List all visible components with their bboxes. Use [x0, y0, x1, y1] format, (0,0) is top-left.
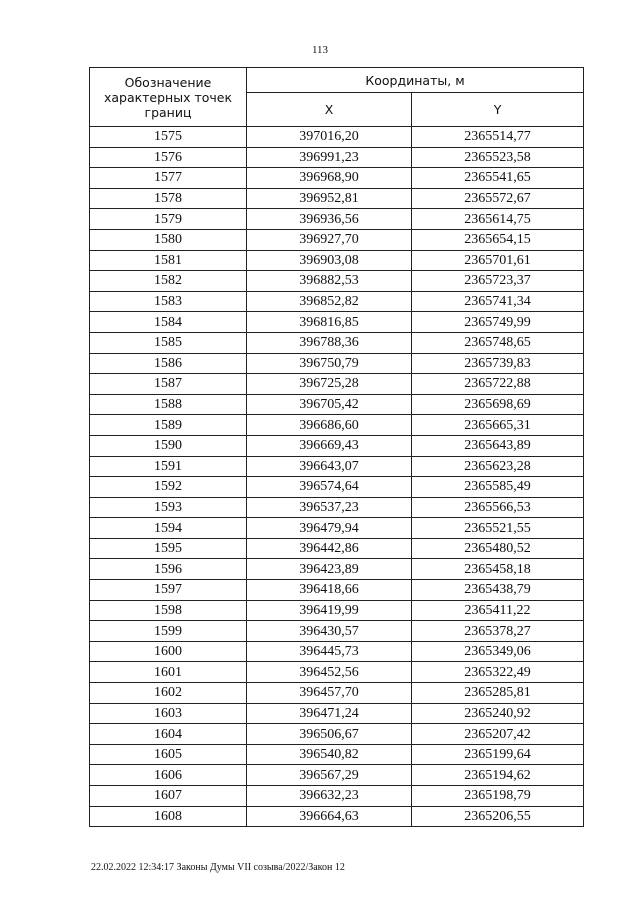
point-id-cell: 1606: [90, 765, 247, 786]
x-coordinate-cell: 396903,08: [247, 250, 412, 271]
x-coordinate-cell: 396574,64: [247, 477, 412, 498]
x-coordinate-cell: 396506,67: [247, 724, 412, 745]
point-id-cell: 1584: [90, 312, 247, 333]
point-id-cell: 1594: [90, 518, 247, 539]
point-id-cell: 1601: [90, 662, 247, 683]
y-coordinate-cell: 2365438,79: [412, 580, 584, 601]
y-coordinate-cell: 2365523,58: [412, 147, 584, 168]
x-coordinate-cell: 396705,42: [247, 394, 412, 415]
y-coordinate-cell: 2365194,62: [412, 765, 584, 786]
table-row: [90, 374, 584, 395]
point-id-cell: 1597: [90, 580, 247, 601]
x-coordinate-cell: 396457,70: [247, 683, 412, 704]
y-coordinate-cell: 2365378,27: [412, 621, 584, 642]
table-row: [90, 559, 584, 580]
x-column-header: X: [247, 93, 412, 127]
x-coordinate-cell: 396882,53: [247, 271, 412, 292]
x-coordinate-cell: 396968,90: [247, 168, 412, 189]
table-row: [90, 600, 584, 621]
table-row: [90, 127, 584, 148]
table-row: [90, 456, 584, 477]
point-id-cell: 1579: [90, 209, 247, 230]
y-coordinate-cell: 2365572,67: [412, 188, 584, 209]
point-id-cell: 1585: [90, 332, 247, 353]
y-coordinate-cell: 2365665,31: [412, 415, 584, 436]
point-id-cell: 1607: [90, 786, 247, 807]
table-row: [90, 538, 584, 559]
x-coordinate-cell: 396452,56: [247, 662, 412, 683]
y-coordinate-cell: 2365701,61: [412, 250, 584, 271]
y-coordinate-cell: 2365349,06: [412, 641, 584, 662]
y-coordinate-cell: 2365722,88: [412, 374, 584, 395]
point-id-cell: 1577: [90, 168, 247, 189]
point-id-cell: 1604: [90, 724, 247, 745]
point-id-cell: 1588: [90, 394, 247, 415]
y-coordinate-cell: 2365458,18: [412, 559, 584, 580]
point-id-cell: 1575: [90, 127, 247, 148]
x-coordinate-cell: 396632,23: [247, 786, 412, 807]
point-id-cell: 1608: [90, 806, 247, 827]
y-coordinate-cell: 2365748,65: [412, 332, 584, 353]
y-coordinate-cell: 2365240,92: [412, 703, 584, 724]
point-label-line2: характерных точек: [103, 89, 233, 105]
y-coordinate-cell: 2365741,34: [412, 291, 584, 312]
table-row: [90, 744, 584, 765]
table-row: [90, 332, 584, 353]
y-coordinate-cell: 2365285,81: [412, 683, 584, 704]
point-id-cell: 1580: [90, 229, 247, 250]
x-coordinate-cell: 396952,81: [247, 188, 412, 209]
table-row: [90, 497, 584, 518]
point-id-cell: 1582: [90, 271, 247, 292]
point-label-line1: Обозначение: [124, 74, 212, 90]
coordinates-title-header: Координаты, м: [247, 68, 584, 93]
point-id-cell: 1595: [90, 538, 247, 559]
x-coordinate-cell: 396669,43: [247, 435, 412, 456]
x-coordinate-cell: 396643,07: [247, 456, 412, 477]
y-column-header: Y: [412, 93, 584, 127]
table-row: [90, 312, 584, 333]
table-row: [90, 683, 584, 704]
point-id-cell: 1578: [90, 188, 247, 209]
table-row: [90, 641, 584, 662]
table-row: [90, 477, 584, 498]
table-row: [90, 621, 584, 642]
point-label-header: [90, 68, 247, 127]
table-row: [90, 518, 584, 539]
y-coordinate-cell: 2365480,52: [412, 538, 584, 559]
table-row: [90, 188, 584, 209]
table-row: [90, 703, 584, 724]
coordinates-table: [89, 67, 584, 827]
x-coordinate-cell: 396430,57: [247, 621, 412, 642]
point-id-cell: 1581: [90, 250, 247, 271]
point-id-cell: 1596: [90, 559, 247, 580]
y-coordinate-cell: 2365623,28: [412, 456, 584, 477]
x-coordinate-cell: 396664,63: [247, 806, 412, 827]
x-coordinate-cell: 396537,23: [247, 497, 412, 518]
x-coordinate-cell: 396936,56: [247, 209, 412, 230]
table-row: [90, 415, 584, 436]
table-row: [90, 229, 584, 250]
page-number: 113: [311, 44, 329, 56]
y-coordinate-cell: 2365643,89: [412, 435, 584, 456]
x-coordinate-cell: 396788,36: [247, 332, 412, 353]
table-row: [90, 580, 584, 601]
table-row: [90, 209, 584, 230]
y-coordinate-cell: 2365206,55: [412, 806, 584, 827]
point-label-line3: границ: [144, 104, 192, 120]
x-coordinate-cell: 397016,20: [247, 127, 412, 148]
y-coordinate-cell: 2365739,83: [412, 353, 584, 374]
point-id-cell: 1598: [90, 600, 247, 621]
x-coordinate-cell: 396852,82: [247, 291, 412, 312]
point-id-cell: 1586: [90, 353, 247, 374]
point-id-cell: 1599: [90, 621, 247, 642]
table-row: [90, 786, 584, 807]
x-coordinate-cell: 396540,82: [247, 744, 412, 765]
y-coordinate-cell: 2365585,49: [412, 477, 584, 498]
table-row: [90, 435, 584, 456]
point-id-cell: 1600: [90, 641, 247, 662]
table-row: [90, 662, 584, 683]
y-coordinate-cell: 2365521,55: [412, 518, 584, 539]
table-row: [90, 353, 584, 374]
point-id-cell: 1603: [90, 703, 247, 724]
x-coordinate-cell: 396991,23: [247, 147, 412, 168]
x-coordinate-cell: 396750,79: [247, 353, 412, 374]
y-coordinate-cell: 2365698,69: [412, 394, 584, 415]
table-row: [90, 168, 584, 189]
y-coordinate-cell: 2365654,15: [412, 229, 584, 250]
point-id-cell: 1592: [90, 477, 247, 498]
y-coordinate-cell: 2365566,53: [412, 497, 584, 518]
point-id-cell: 1576: [90, 147, 247, 168]
x-coordinate-cell: 396419,99: [247, 600, 412, 621]
table-body: [90, 127, 584, 827]
x-coordinate-cell: 396567,29: [247, 765, 412, 786]
table-row: [90, 806, 584, 827]
x-coordinate-cell: 396927,70: [247, 229, 412, 250]
point-id-cell: 1583: [90, 291, 247, 312]
x-coordinate-cell: 396442,86: [247, 538, 412, 559]
table-row: [90, 291, 584, 312]
y-coordinate-cell: 2365723,37: [412, 271, 584, 292]
table-header: [90, 68, 584, 127]
table-row: [90, 147, 584, 168]
point-id-cell: 1589: [90, 415, 247, 436]
y-coordinate-cell: 2365411,22: [412, 600, 584, 621]
table-row: [90, 394, 584, 415]
y-coordinate-cell: 2365514,77: [412, 127, 584, 148]
x-coordinate-cell: 396816,85: [247, 312, 412, 333]
y-coordinate-cell: 2365749,99: [412, 312, 584, 333]
x-coordinate-cell: 396471,24: [247, 703, 412, 724]
y-coordinate-cell: 2365614,75: [412, 209, 584, 230]
table-row: [90, 724, 584, 745]
footer-stamp: 22.02.2022 12:34:17 Законы Думы VII созыва/2022/Закон 12: [91, 862, 345, 873]
table-row: [90, 250, 584, 271]
point-id-cell: 1587: [90, 374, 247, 395]
table-row: [90, 271, 584, 292]
point-id-cell: 1590: [90, 435, 247, 456]
y-coordinate-cell: 2365198,79: [412, 786, 584, 807]
point-id-cell: 1591: [90, 456, 247, 477]
y-coordinate-cell: 2365207,42: [412, 724, 584, 745]
x-coordinate-cell: 396725,28: [247, 374, 412, 395]
y-coordinate-cell: 2365541,65: [412, 168, 584, 189]
table-row: [90, 765, 584, 786]
x-coordinate-cell: 396445,73: [247, 641, 412, 662]
y-coordinate-cell: 2365322,49: [412, 662, 584, 683]
x-coordinate-cell: 396479,94: [247, 518, 412, 539]
x-coordinate-cell: 396686,60: [247, 415, 412, 436]
point-id-cell: 1593: [90, 497, 247, 518]
x-coordinate-cell: 396418,66: [247, 580, 412, 601]
y-coordinate-cell: 2365199,64: [412, 744, 584, 765]
x-coordinate-cell: 396423,89: [247, 559, 412, 580]
point-id-cell: 1605: [90, 744, 247, 765]
point-id-cell: 1602: [90, 683, 247, 704]
